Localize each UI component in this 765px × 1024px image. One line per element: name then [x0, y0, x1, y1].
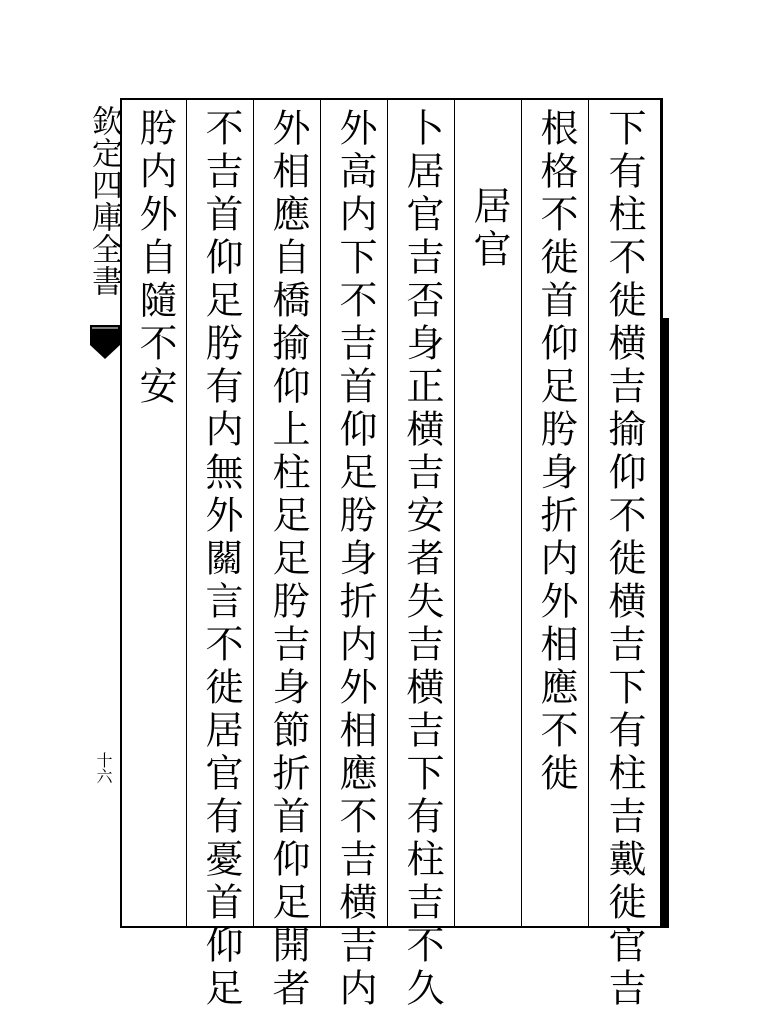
text-column-7: 肹内外自隨不安 [133, 108, 177, 409]
column-divider [320, 100, 321, 926]
column-divider [521, 100, 522, 926]
text-column-5: 外相應自橋揄仰上柱足足肹吉身節折首仰足開者 [266, 108, 310, 1011]
frame-right-thick [663, 318, 669, 928]
text-column-1: 下有柱不徙横吉揄仰不徙横吉下有柱吉戴徙官吉 [602, 108, 646, 1011]
section-heading: 居官 [467, 186, 511, 272]
text-column-2: 根格不徙首仰足肹身折内外相應不徙 [534, 108, 578, 796]
frame-top-rule [120, 98, 660, 100]
text-column-4: 外高内下不吉首仰足肹身折内外相應不吉横吉内 [333, 108, 377, 1011]
column-divider [454, 100, 455, 926]
book-title: 欽定四庫全書 [86, 105, 122, 297]
text-column-3: 卜居官吉否身正横吉安者失吉横吉下有柱吉不久 [400, 108, 444, 1011]
column-divider [253, 100, 254, 926]
column-divider [186, 100, 187, 926]
text-column-6: 不吉首仰足肹有内無外關言不徙居官有憂首仰足 [199, 108, 243, 1011]
fish-tail-mark [88, 325, 122, 375]
column-divider [588, 100, 589, 926]
page-number: 十六 [94, 752, 113, 784]
column-divider [387, 100, 388, 926]
